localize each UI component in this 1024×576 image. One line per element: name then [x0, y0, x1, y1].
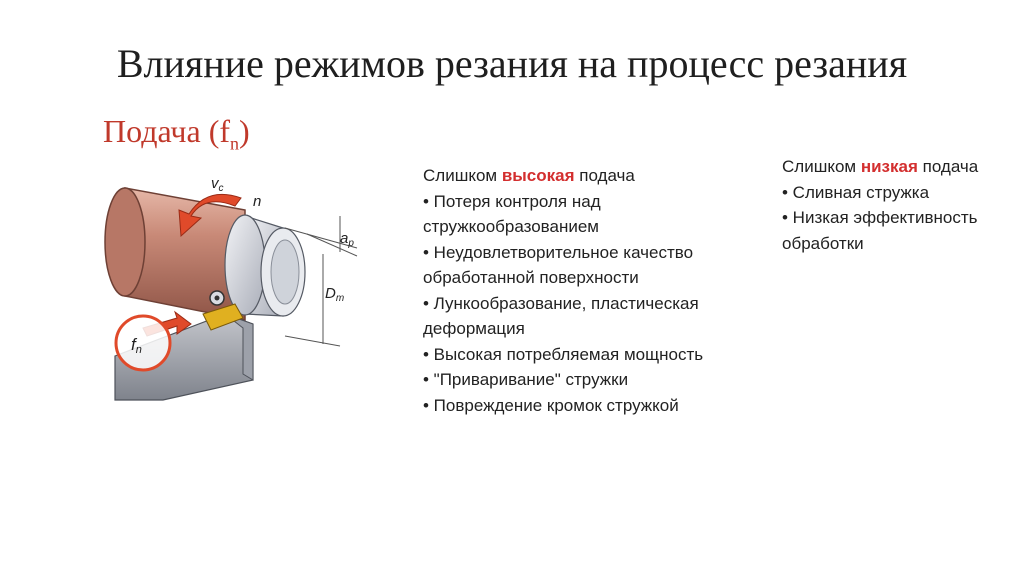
low-feed-heading: Слишком низкая подача [782, 157, 979, 176]
high-feed-line: • Повреждение кромок стружкой [423, 395, 679, 415]
high-feed-line: стружкообразованием [423, 217, 599, 236]
high-feed-block [423, 163, 763, 418]
n-label: n [253, 193, 262, 210]
feed-circle [116, 316, 170, 370]
high-feed-line: • Лункообразование, пластическая [423, 293, 699, 313]
high-feed-emphasis: высокая [501, 166, 575, 185]
high-feed-line: • "Приваривание" стружки [423, 370, 629, 389]
high-feed-line: обработанной поверхности [423, 268, 639, 287]
turning-diagram [95, 168, 395, 408]
slide-subtitle [103, 113, 250, 154]
high-feed-heading: Слишком высокая подача [423, 166, 635, 185]
low-feed-line: • Сливная стружка [782, 182, 930, 202]
low-feed-line: обработки [782, 233, 864, 253]
low-feed-line: • Низкая эффективность [782, 208, 978, 227]
high-feed-line: • Потеря контроля над [423, 191, 601, 211]
subtitle-end: ) [239, 113, 250, 149]
dm-label: $D_m$ [325, 285, 345, 304]
low-feed-emphasis: низкая [860, 157, 918, 176]
subtitle-main: Подача (f [103, 113, 230, 149]
high-feed-line: • Высокая потребляемая мощность [423, 344, 704, 364]
ap-label: $a_p$ [340, 230, 354, 249]
fn-label: fn [131, 335, 142, 356]
low-feed-block [782, 154, 1017, 256]
high-feed-line: • Неудовлетворительное качество [423, 242, 694, 262]
vc-label: $v_c$ [211, 175, 224, 194]
slide-title: Влияние режимов резания на процесс резания [116, 41, 908, 86]
high-feed-line: деформация [423, 319, 525, 338]
subtitle-subscript: n [230, 133, 239, 154]
